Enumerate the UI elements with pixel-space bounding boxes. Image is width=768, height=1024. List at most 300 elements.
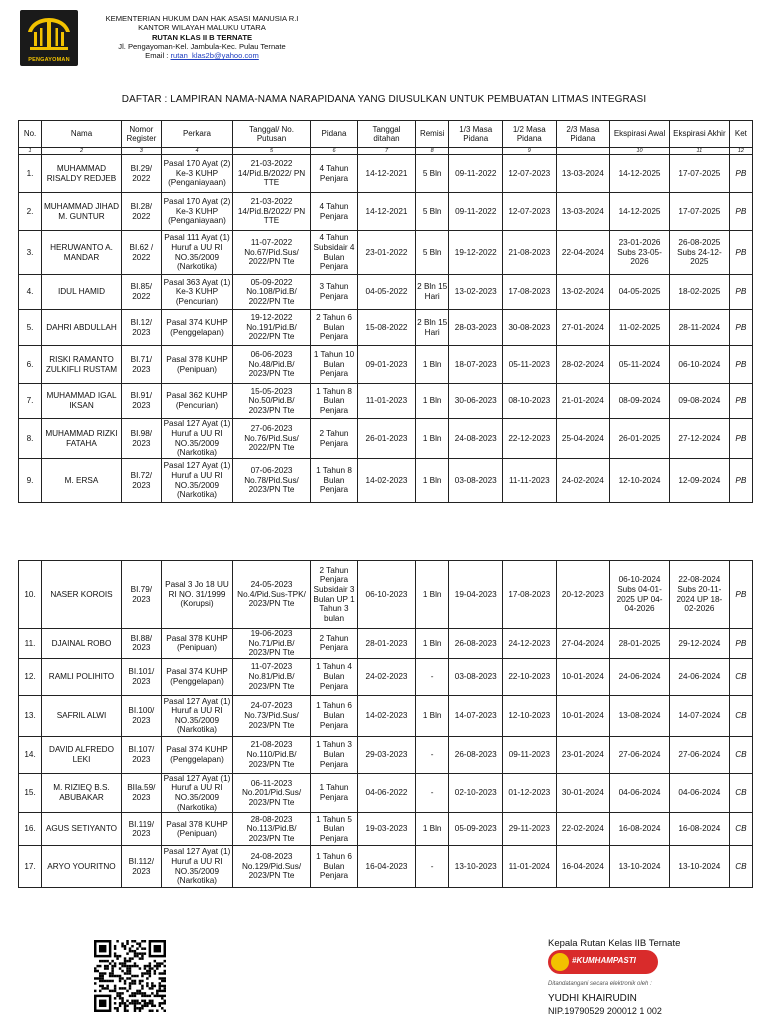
detention-date: 04-06-2022 — [358, 773, 416, 812]
status-note: CB — [729, 695, 752, 736]
col-number: 2 — [42, 148, 122, 155]
status-note: PB — [729, 629, 752, 659]
one-third-date: 13-02-2023 — [449, 275, 503, 310]
one-third-date: 13-10-2023 — [449, 846, 503, 888]
detention-date: 28-01-2023 — [358, 629, 416, 659]
expiry-end: 24-06-2024 — [669, 658, 729, 695]
remission: 2 Bln 15 Hari — [415, 310, 449, 346]
row-number: 11. — [19, 629, 42, 659]
prisoner-table-part2 — [18, 560, 753, 888]
one-third-date: 30-06-2023 — [449, 384, 503, 419]
remission: 1 Bln — [415, 695, 449, 736]
verdict-info: 19-12-2022 No.191/Pid.B/ 2022/PN Tte — [233, 310, 311, 346]
col-header: Perkara — [161, 121, 232, 148]
sentence: 1 Tahun 4 Bulan Penjara — [310, 658, 357, 695]
signature-block — [548, 938, 748, 1016]
col-number: 4 — [161, 148, 232, 155]
case-article: Pasal 111 Ayat (1) Huruf a UU RI NO.35/2009 (Narkotika) — [161, 231, 232, 275]
register-number: BI.79/ 2023 — [121, 561, 161, 629]
expiry-end: 28-11-2024 — [669, 310, 729, 346]
two-thirds-date: 23-01-2024 — [556, 736, 610, 773]
prisoner-name: M. ERSA — [42, 459, 122, 503]
case-article: Pasal 378 KUHP (Penipuan) — [161, 346, 232, 384]
verdict-info: 11-07-2022 No.67/Pid.Sus/ 2022/PN Tte — [233, 231, 311, 275]
case-article: Pasal 127 Ayat (1) Huruf a UU RI NO.35/2009 (Narkotika) — [161, 695, 232, 736]
register-number: BI.28/ 2022 — [121, 193, 161, 231]
prisoner-name: MUHAMMAD RISALDY REDJEB — [42, 155, 122, 193]
one-third-date: 26-08-2023 — [449, 736, 503, 773]
row-number: 10. — [19, 561, 42, 629]
row-number: 15. — [19, 773, 42, 812]
expiry-start: 13-08-2024 — [610, 695, 670, 736]
verdict-info: 27-06-2023 No.76/Pid.Sus/ 2022/PN Tte — [233, 419, 311, 459]
half-date: 17-08-2023 — [503, 275, 557, 310]
two-thirds-date: 16-04-2024 — [556, 846, 610, 888]
detention-date: 15-08-2022 — [358, 310, 416, 346]
esign-note: Ditandatangani secara elektronik oleh : — [548, 981, 652, 987]
half-date: 05-11-2023 — [503, 346, 557, 384]
col-number — [449, 148, 503, 155]
prisoner-name: ARYO YOURITNO — [42, 846, 122, 888]
two-thirds-date: 10-01-2024 — [556, 658, 610, 695]
half-date: 01-12-2023 — [503, 773, 557, 812]
one-third-date: 09-11-2022 — [449, 193, 503, 231]
col-number: 1 — [19, 148, 42, 155]
row-number: 4. — [19, 275, 42, 310]
remission: 1 Bln — [415, 346, 449, 384]
signer-name: YUDHI KHAIRUDIN — [548, 993, 637, 1004]
expiry-start: 28-01-2025 — [610, 629, 670, 659]
status-note: PB — [729, 193, 752, 231]
status-note: CB — [729, 813, 752, 846]
remission: 2 Bln 15 Hari — [415, 275, 449, 310]
expiry-end: 27-12-2024 — [669, 419, 729, 459]
two-thirds-date: 24-02-2024 — [556, 459, 610, 503]
case-article: Pasal 378 KUHP (Penipuan) — [161, 629, 232, 659]
pengayoman-logo — [20, 10, 78, 66]
table-row — [19, 155, 753, 193]
one-third-date: 02-10-2023 — [449, 773, 503, 812]
sentence: 2 Tahun Penjara — [310, 629, 357, 659]
table-body-part1 — [19, 155, 753, 503]
row-number: 14. — [19, 736, 42, 773]
prisoner-name: RISKI RAMANTO ZULKIFLI RUSTAM — [42, 346, 122, 384]
case-article: Pasal 374 KUHP (Penggelapan) — [161, 310, 232, 346]
prisoner-name: RAMLI POLIHITO — [42, 658, 122, 695]
verdict-info: 21-08-2023 No.110/Pid.B/ 2023/PN Tte — [233, 736, 311, 773]
sentence: 3 Tahun Penjara — [310, 275, 357, 310]
expiry-end: 13-10-2024 — [669, 846, 729, 888]
two-thirds-date: 10-01-2024 — [556, 695, 610, 736]
two-thirds-date: 27-01-2024 — [556, 310, 610, 346]
expiry-end: 18-02-2025 — [669, 275, 729, 310]
register-number: BI.88/ 2023 — [121, 629, 161, 659]
sentence: 1 Tahun 3 Bulan Penjara — [310, 736, 357, 773]
expiry-end: 16-08-2024 — [669, 813, 729, 846]
case-article: Pasal 378 KUHP (Penipuan) — [161, 813, 232, 846]
remission: 5 Bln — [415, 193, 449, 231]
expiry-end: 04-06-2024 — [669, 773, 729, 812]
case-article: Pasal 127 Ayat (1) Huruf a UU RI NO.35/2009 (Narkotika) — [161, 419, 232, 459]
col-number: 3 — [121, 148, 161, 155]
remission: - — [415, 658, 449, 695]
two-thirds-date: 22-02-2024 — [556, 813, 610, 846]
col-header: Tanggal/ No. Putusan — [233, 121, 311, 148]
kumham-badge — [548, 950, 658, 974]
remission: - — [415, 846, 449, 888]
one-third-date: 24-08-2023 — [449, 419, 503, 459]
status-note: PB — [729, 459, 752, 503]
banyan-tree-icon — [20, 10, 78, 58]
expiry-start: 14-12-2025 — [610, 155, 670, 193]
case-article: Pasal 170 Ayat (2) Ke-3 KUHP (Penganiayaan) — [161, 155, 232, 193]
expiry-end: 14-07-2024 — [669, 695, 729, 736]
two-thirds-date: 21-01-2024 — [556, 384, 610, 419]
qr-code-icon — [94, 940, 166, 1012]
expiry-end: 29-12-2024 — [669, 629, 729, 659]
col-header: Pidana — [310, 121, 357, 148]
two-thirds-date: 13-02-2024 — [556, 275, 610, 310]
one-third-date: 19-12-2022 — [449, 231, 503, 275]
sentence: 4 Tahun Penjara — [310, 193, 357, 231]
letterhead — [20, 10, 360, 70]
sentence: 1 Tahun 6 Bulan Penjara — [310, 695, 357, 736]
col-header: Tanggal ditahan — [358, 121, 416, 148]
table-row — [19, 695, 753, 736]
col-number: 6 — [310, 148, 357, 155]
half-date: 21-08-2023 — [503, 231, 557, 275]
sentence: 1 Tahun 8 Bulan Penjara — [310, 459, 357, 503]
case-article: Pasal 127 Ayat (1) Huruf a UU RI NO.35/2009 (Narkotika) — [161, 459, 232, 503]
one-third-date: 09-11-2022 — [449, 155, 503, 193]
signer-nip: NIP.19790529 200012 1 002 — [548, 1006, 662, 1016]
status-note: PB — [729, 155, 752, 193]
detention-date: 23-01-2022 — [358, 231, 416, 275]
regional-office-line: KANTOR WILAYAH MALUKU UTARA — [138, 23, 266, 33]
sentence: 4 Tahun Penjara — [310, 155, 357, 193]
row-number: 12. — [19, 658, 42, 695]
case-article: Pasal 362 KUHP (Pencurian) — [161, 384, 232, 419]
register-number: BIIa.59/ 2023 — [121, 773, 161, 812]
remission: - — [415, 736, 449, 773]
col-number: 9 — [503, 148, 557, 155]
prisoner-name: AGUS SETIYANTO — [42, 813, 122, 846]
column-number-row — [19, 148, 753, 155]
prisoner-name: DAHRI ABDULLAH — [42, 310, 122, 346]
expiry-end: 26-08-2025 Subs 24-12-2025 — [669, 231, 729, 275]
table-row — [19, 275, 753, 310]
one-third-date: 28-03-2023 — [449, 310, 503, 346]
stamp-label: #KUMHAMPASTI — [572, 956, 636, 965]
col-header: 2/3 Masa Pidana — [556, 121, 610, 148]
half-date: 12-07-2023 — [503, 193, 557, 231]
verdict-info: 06-06-2023 No.48/Pid.B/ 2023/PN Tte — [233, 346, 311, 384]
detention-date: 19-03-2023 — [358, 813, 416, 846]
table-row — [19, 846, 753, 888]
expiry-end: 12-09-2024 — [669, 459, 729, 503]
sentence: 2 Tahun Penjara — [310, 419, 357, 459]
register-number: BI.101/ 2023 — [121, 658, 161, 695]
register-number: BI.12/ 2023 — [121, 310, 161, 346]
col-header: Remisi — [415, 121, 449, 148]
status-note: CB — [729, 773, 752, 812]
table-row — [19, 384, 753, 419]
col-number: 7 — [358, 148, 416, 155]
remission: 1 Bln — [415, 384, 449, 419]
register-number: BI.71/ 2023 — [121, 346, 161, 384]
case-article: Pasal 170 Ayat (2) Ke-3 KUHP (Penganiayaan) — [161, 193, 232, 231]
detention-date: 14-12-2021 — [358, 155, 416, 193]
verdict-info: 05-09-2022 No.108/Pid.B/ 2022/PN Tte — [233, 275, 311, 310]
sentence: 4 Tahun Subsidair 4 Bulan Penjara — [310, 231, 357, 275]
row-number: 17. — [19, 846, 42, 888]
expiry-start: 27-06-2024 — [610, 736, 670, 773]
detention-date: 09-01-2023 — [358, 346, 416, 384]
row-number: 16. — [19, 813, 42, 846]
case-article: Pasal 374 KUHP (Penggelapan) — [161, 658, 232, 695]
half-date: 17-08-2023 — [503, 561, 557, 629]
sentence: 1 Tahun 5 Bulan Penjara — [310, 813, 357, 846]
prisoner-name: DAVID ALFREDO LEKI — [42, 736, 122, 773]
expiry-start: 14-12-2025 — [610, 193, 670, 231]
col-header: 1/2 Masa Pidana — [503, 121, 557, 148]
table-row — [19, 231, 753, 275]
expiry-end: 09-08-2024 — [669, 384, 729, 419]
col-header: Ekspirasi Akhir — [669, 121, 729, 148]
row-number: 2. — [19, 193, 42, 231]
table-row — [19, 310, 753, 346]
expiry-end: 17-07-2025 — [669, 193, 729, 231]
register-number: BI.91/ 2023 — [121, 384, 161, 419]
remission: 5 Bln — [415, 231, 449, 275]
case-article: Pasal 3 Jo 18 UU RI NO. 31/1999 (Korupsi) — [161, 561, 232, 629]
two-thirds-date: 28-02-2024 — [556, 346, 610, 384]
expiry-end: 27-06-2024 — [669, 736, 729, 773]
expiry-end: 22-08-2024 Subs 20-11-2024 UP 18-02-2026 — [669, 561, 729, 629]
remission: - — [415, 773, 449, 812]
two-thirds-date: 30-01-2024 — [556, 773, 610, 812]
email-line — [82, 51, 322, 60]
expiry-start: 11-02-2025 — [610, 310, 670, 346]
half-date: 22-10-2023 — [503, 658, 557, 695]
expiry-start: 16-08-2024 — [610, 813, 670, 846]
remission: 1 Bln — [415, 419, 449, 459]
half-date: 24-12-2023 — [503, 629, 557, 659]
detention-date: 04-05-2022 — [358, 275, 416, 310]
row-number: 8. — [19, 419, 42, 459]
verdict-info: 15-05-2023 No.50/Pid.B/ 2023/PN Tte — [233, 384, 311, 419]
register-number: BI.29/ 2022 — [121, 155, 161, 193]
one-third-date: 05-09-2023 — [449, 813, 503, 846]
half-date: 08-10-2023 — [503, 384, 557, 419]
status-note: PB — [729, 310, 752, 346]
status-note: PB — [729, 346, 752, 384]
register-number: BI.72/ 2023 — [121, 459, 161, 503]
prisoner-name: MUHAMMAD JIHAD M. GUNTUR — [42, 193, 122, 231]
detention-date: 14-02-2023 — [358, 695, 416, 736]
sentence: 2 Tahun Penjara Subsidair 3 Bulan UP 1 Tahun 3 bulan — [310, 561, 357, 629]
logo-caption: PENGAYOMAN — [28, 57, 70, 63]
expiry-end: 06-10-2024 — [669, 346, 729, 384]
status-note: PB — [729, 419, 752, 459]
two-thirds-date: 13-03-2024 — [556, 155, 610, 193]
status-note: CB — [729, 846, 752, 888]
status-note: CB — [729, 658, 752, 695]
one-third-date: 14-07-2023 — [449, 695, 503, 736]
register-number: BI.100/ 2023 — [121, 695, 161, 736]
two-thirds-date: 22-04-2024 — [556, 231, 610, 275]
one-third-date: 26-08-2023 — [449, 629, 503, 659]
status-note: CB — [729, 736, 752, 773]
table-row — [19, 813, 753, 846]
col-number: 10 — [610, 148, 670, 155]
sentence: 1 Tahun 8 Bulan Penjara — [310, 384, 357, 419]
prisoner-name: DJAINAL ROBO — [42, 629, 122, 659]
emblem-icon — [551, 953, 569, 971]
detention-date: 06-10-2023 — [358, 561, 416, 629]
col-number: 8 — [415, 148, 449, 155]
col-header: No. — [19, 121, 42, 148]
prisoner-name: MUHAMMAD RIZKI FATAHA — [42, 419, 122, 459]
two-thirds-date: 25-04-2024 — [556, 419, 610, 459]
table-row — [19, 773, 753, 812]
one-third-date: 03-08-2023 — [449, 459, 503, 503]
prisoner-table-part1 — [18, 120, 753, 503]
email-label: Email : — [145, 51, 171, 61]
two-thirds-date: 27-04-2024 — [556, 629, 610, 659]
remission: 5 Bln — [415, 155, 449, 193]
remission: 1 Bln — [415, 813, 449, 846]
letterhead-text — [82, 14, 322, 60]
col-header: Ket — [729, 121, 752, 148]
row-number: 7. — [19, 384, 42, 419]
col-number: 5 — [233, 148, 311, 155]
address-line: Jl. Pengayoman-Kel. Jambula-Kec. Pulau Ternate — [118, 41, 286, 51]
prisoner-name: SAFRIL ALWI — [42, 695, 122, 736]
half-date: 12-10-2023 — [503, 695, 557, 736]
register-number: BI.62 / 2022 — [121, 231, 161, 275]
table-row — [19, 193, 753, 231]
signer-role: Kepala Rutan Kelas IIB Ternate — [548, 938, 681, 949]
expiry-start: 04-06-2024 — [610, 773, 670, 812]
expiry-start: 12-10-2024 — [610, 459, 670, 503]
header-row — [19, 121, 753, 148]
detention-date: 26-01-2023 — [358, 419, 416, 459]
half-date: 12-07-2023 — [503, 155, 557, 193]
verdict-info: 21-03-2022 14/Pid.B/2022/ PN TTE — [233, 193, 311, 231]
expiry-start: 26-01-2025 — [610, 419, 670, 459]
col-number: 12 — [729, 148, 752, 155]
status-note: PB — [729, 275, 752, 310]
prisoner-name: IDUL HAMID — [42, 275, 122, 310]
half-date: 11-11-2023 — [503, 459, 557, 503]
half-date: 29-11-2023 — [503, 813, 557, 846]
one-third-date: 18-07-2023 — [449, 346, 503, 384]
prisoner-name: HERUWANTO A. MANDAR — [42, 231, 122, 275]
row-number: 5. — [19, 310, 42, 346]
expiry-start: 04-05-2025 — [610, 275, 670, 310]
expiry-end: 17-07-2025 — [669, 155, 729, 193]
expiry-start: 13-10-2024 — [610, 846, 670, 888]
table-row — [19, 629, 753, 659]
col-number: 11 — [669, 148, 729, 155]
document-title: DAFTAR : LAMPIRAN NAMA-NAMA NARAPIDANA YANG DIUSULKAN UNTUK PEMBUATAN LITMAS INTEGRASI — [121, 94, 647, 105]
table-body-part2 — [19, 561, 753, 888]
case-article: Pasal 374 KUHP (Penggelapan) — [161, 736, 232, 773]
table-row — [19, 658, 753, 695]
status-note: PB — [729, 231, 752, 275]
ministry-line: KEMENTERIAN HUKUM DAN HAK ASASI MANUSIA R.I — [105, 14, 299, 23]
row-number: 1. — [19, 155, 42, 193]
two-thirds-date: 13-03-2024 — [556, 193, 610, 231]
detention-date: 11-01-2023 — [358, 384, 416, 419]
register-number: BI.119/ 2023 — [121, 813, 161, 846]
verdict-info: 06-11-2023 No.201/Pid.Sus/ 2023/PN Tte — [233, 773, 311, 812]
table-row — [19, 736, 753, 773]
expiry-start: 08-09-2024 — [610, 384, 670, 419]
register-number: BI.112/ 2023 — [121, 846, 161, 888]
sentence: 1 Tahun 6 Bulan Penjara — [310, 846, 357, 888]
case-article: Pasal 363 Ayat (1) Ke-3 KUHP (Pencurian) — [161, 275, 232, 310]
table-row — [19, 561, 753, 629]
expiry-start: 05-11-2024 — [610, 346, 670, 384]
expiry-start: 06-10-2024 Subs 04-01-2025 UP 04-04-2026 — [610, 561, 670, 629]
col-header: 1/3 Masa Pidana — [449, 121, 503, 148]
row-number: 6. — [19, 346, 42, 384]
case-article: Pasal 127 Ayat (1) Huruf a UU RI NO.35/2009 (Narkotika) — [161, 773, 232, 812]
table-row — [19, 346, 753, 384]
verdict-info: 24-05-2023 No.4/Pid.Sus-TPK/ 2023/PN Tte — [233, 561, 311, 629]
status-note: PB — [729, 561, 752, 629]
half-date: 09-11-2023 — [503, 736, 557, 773]
register-number: BI.85/ 2022 — [121, 275, 161, 310]
expiry-start: 24-06-2024 — [610, 658, 670, 695]
detention-date: 29-03-2023 — [358, 736, 416, 773]
remission: 1 Bln — [415, 459, 449, 503]
col-header: Ekspirasi Awal — [610, 121, 670, 148]
row-number: 9. — [19, 459, 42, 503]
verdict-info: 24-07-2023 No.73/Pid.Sus/ 2023/PN Tte — [233, 695, 311, 736]
table-row — [19, 459, 753, 503]
col-header: Nomor Register — [121, 121, 161, 148]
register-number: BI.107/ 2023 — [121, 736, 161, 773]
half-date: 11-01-2024 — [503, 846, 557, 888]
one-third-date: 19-04-2023 — [449, 561, 503, 629]
remission: 1 Bln — [415, 629, 449, 659]
verdict-info: 11-07-2023 No.81/Pid.B/ 2023/PN Tte — [233, 658, 311, 695]
sentence: 2 Tahun 6 Bulan Penjara — [310, 310, 357, 346]
row-number: 3. — [19, 231, 42, 275]
status-note: PB — [729, 384, 752, 419]
register-number: BI.98/ 2023 — [121, 419, 161, 459]
verdict-info: 21-03-2022 14/Pid.B/2022/ PN TTE — [233, 155, 311, 193]
case-article: Pasal 127 Ayat (1) Huruf a UU RI NO.35/2009 (Narkotika) — [161, 846, 232, 888]
one-third-date: 03-08-2023 — [449, 658, 503, 695]
email-link[interactable]: rutan_klas2b@yahoo.com — [170, 51, 259, 61]
table-row — [19, 419, 753, 459]
institution-line: RUTAN KLAS II B TERNATE — [151, 32, 253, 42]
col-number — [556, 148, 610, 155]
detention-date: 14-12-2021 — [358, 193, 416, 231]
prisoner-name: M. RIZIEQ B.S. ABUBAKAR — [42, 773, 122, 812]
detention-date: 14-02-2023 — [358, 459, 416, 503]
detention-date: 16-04-2023 — [358, 846, 416, 888]
verdict-info: 24-08-2023 No.129/Pid.Sus/ 2023/PN Tte — [233, 846, 311, 888]
remission: 1 Bln — [415, 561, 449, 629]
col-header: Nama — [42, 121, 122, 148]
sentence: 1 Tahun Penjara — [310, 773, 357, 812]
row-number: 13. — [19, 695, 42, 736]
